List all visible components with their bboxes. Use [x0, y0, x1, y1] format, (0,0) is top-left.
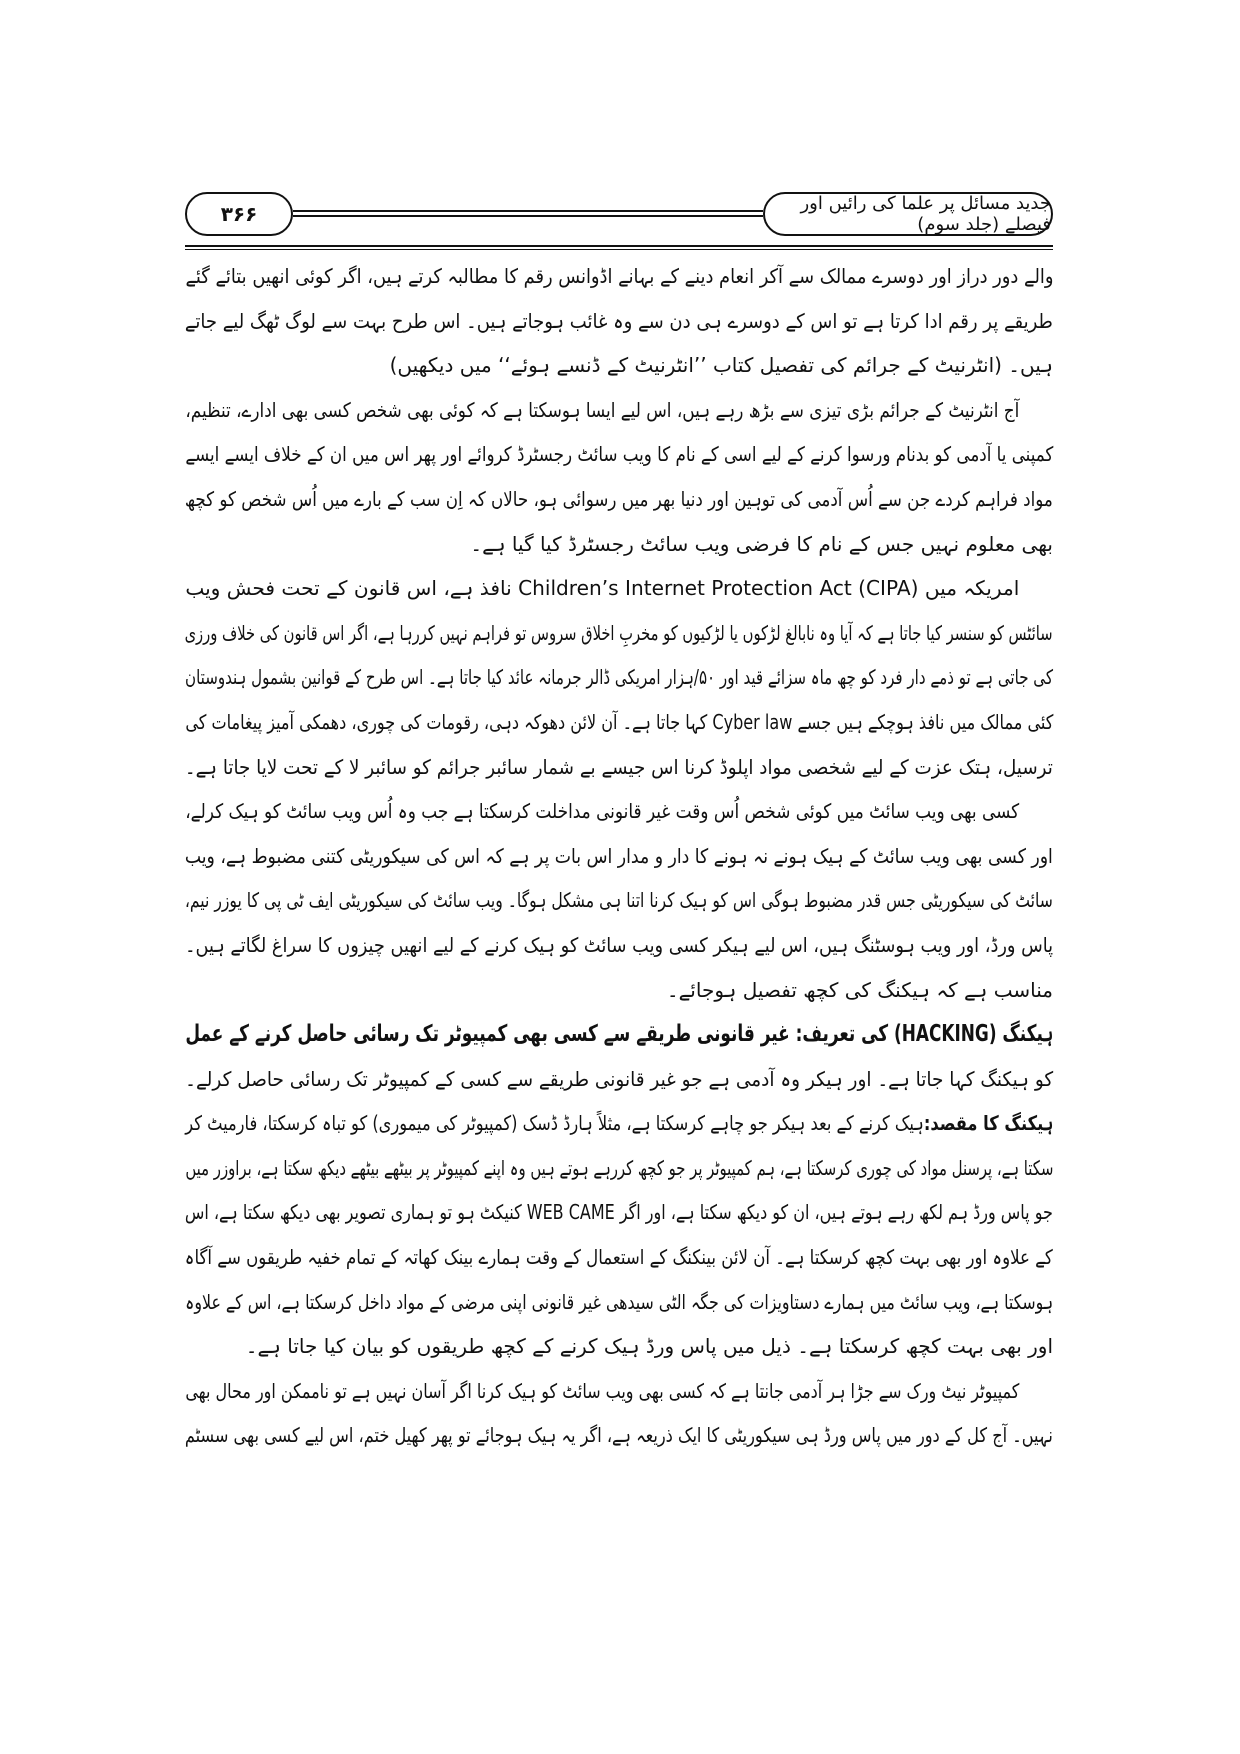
- text-line: [185, 1235, 1053, 1280]
- text-line: [185, 299, 1053, 344]
- line-text: پاس ورڈ، اور ویب ہوسٹنگ ہیں، اس لیے ہیکر کسی ویب سائٹ کو ہیک کرنے کے لیے انھیں چیزوں کا سراغ لگاتے ہیں۔: [185, 932, 1053, 957]
- line-text: اور کسی بھی ویب سائٹ کے ہیک ہونے نہ ہونے کا دار و مدار اس بات پر ہے کہ اس کی سیکوریٹی کتنی مضبوط ہے، ویب: [185, 843, 1053, 868]
- text-line: [185, 655, 1053, 700]
- line-content: [185, 1369, 1019, 1414]
- line-text: کسی بھی ویب سائٹ میں کوئی شخص اُس وقت غیر قانونی مداخلت کرسکتا ہے جب وہ اُس ویب سائٹ کو ہیک کرلے،: [185, 799, 1019, 824]
- line-text: طریقے پر رقم ادا کرتا ہے تو اس کے دوسرے ہی دن سے وہ غائب ہوجاتے ہیں۔ اس طرح بہت سے لوگ ٹھگ لیے جاتے: [185, 308, 1053, 333]
- line-content: [185, 1235, 1053, 1280]
- section-heading-line: [185, 1012, 1053, 1057]
- line-text: کو ہیکنگ کہا جاتا ہے۔ اور ہیکر وہ آدمی ہے جو غیر قانونی طریقے سے کسی کے کمپیوٹر تک رسائی حاصل کرلے۔: [185, 1066, 1053, 1091]
- line-content: [185, 745, 1053, 790]
- line-text: بھی معلوم نہیں جس کے نام کا فرضی ویب سائٹ رجسٹرڈ کیا گیا ہے۔: [470, 531, 1053, 556]
- line-content: [185, 432, 1053, 477]
- line-text: کی جاتی ہے تو ذمے دار فرد کو چھ ماہ سزائے قید اور ۵۰/ہزار امریکی ڈالر جرمانہ عائد کیا جاتا ہے۔ اس طرح کے قوانین بشمول ہندوستان: [185, 665, 1053, 690]
- text-line: [185, 1190, 1053, 1235]
- header-rule: [185, 245, 1053, 250]
- text-line: [185, 1369, 1053, 1414]
- book-title: جدید مسائل پر علما کی رائیں اور فیصلے (جلد سوم): [800, 193, 1051, 235]
- text-line: [185, 1057, 1053, 1102]
- line-content: [185, 1012, 1053, 1057]
- line-text: جو پاس ورڈ ہم لکھ رہے ہوتے ہیں، ان کو دیکھ سکتا ہے، اور اگر WEB CAME کنیکٹ ہو تو ہماری تصویر بھی دیکھ سکتا ہے، اس: [185, 1200, 1053, 1225]
- text-line: [185, 789, 1053, 834]
- line-text: سائٹس کو سنسر کیا جاتا ہے کہ آیا وہ نابالغ لڑکوں یا لڑکیوں کو مخربِ اخلاق سروس تو فراہم نہیں کررہا ہے، اگر اس قانون کی خلاف ورزی: [185, 620, 1053, 645]
- text-line: [185, 611, 1053, 656]
- text-line: [185, 923, 1053, 968]
- bold-lead-term: ہیکنگ (HACKING) کی تعریف:: [795, 1021, 1053, 1048]
- line-text: کمپنی یا آدمی کو بدنام ورسوا کرنے کے لیے اسی کے نام کا ویب سائٹ رجسٹرڈ کروائے اور پھر اس میں ان کے خلاف ایسے ایسے: [185, 442, 1053, 467]
- line-text: امریکہ میں Children’s Internet Protection Act (CIPA) نافذ ہے، اس قانون کے تحت فحش ویب: [185, 576, 1019, 601]
- line-content: [185, 254, 1053, 299]
- line-text: ترسیل، ہتک عزت کے لیے شخصی مواد اپلوڈ کرنا اس جیسے بے شمار سائبر جرائم کو سائبر لا کے تحت لایا جاتا ہے۔: [185, 754, 1053, 779]
- header-divider: [293, 210, 763, 217]
- text-line: [185, 834, 1053, 879]
- line-text: نہیں۔ آج کل کے دور میں پاس ورڈ ہی سیکوریٹی کا ایک ذریعہ ہے، اگر یہ ہیک ہوجائے تو پھر کھیل ختم، اس لیے کسی بھی سسٹم: [185, 1423, 1053, 1448]
- line-content: [185, 1146, 1053, 1191]
- text-line: [185, 968, 1053, 1013]
- line-content: [185, 878, 1053, 923]
- text-line: [185, 343, 1053, 388]
- line-content: [390, 343, 1053, 388]
- line-text: مواد فراہم کردے جن سے اُس آدمی کی توہین اور دنیا بھر میں رسوائی ہو، حالاں کہ اِن سب کے بارے میں اُس شخص کو کچھ: [185, 486, 1053, 511]
- line-content: [185, 655, 1053, 700]
- line-content: [667, 968, 1053, 1013]
- text-line: [185, 566, 1053, 611]
- line-content: [185, 1101, 1053, 1146]
- line-content: [185, 1413, 1053, 1458]
- text-line: [185, 432, 1053, 477]
- line-text: ہوسکتا ہے، ویب سائٹ میں ہمارے دستاویزات کی جگہ الٹی سیدھی غیر قانونی اپنی مرضی کے مواد داخل کرسکتا ہے، اس کے علاوہ: [185, 1289, 1053, 1314]
- line-text: والے دور دراز اور دوسرے ممالک سے آکر انعام دینے کے بہانے اڈوانس رقم کا مطالبہ کرتے ہیں، اگر کوئی انھیں بتائے گئے: [185, 264, 1053, 288]
- line-text: غیر قانونی طریقے سے کسی بھی کمپیوٹر تک رسائی حاصل کرنے کے عمل: [185, 1021, 796, 1048]
- text-line: [185, 1146, 1053, 1191]
- text-line: [185, 522, 1053, 567]
- line-content: [246, 1324, 1053, 1369]
- text-line: [185, 254, 1053, 299]
- line-content: [185, 611, 1053, 656]
- text-line: [185, 878, 1053, 923]
- page-number: ۳۶۶: [220, 202, 258, 226]
- line-content: [185, 789, 1019, 834]
- line-content: [185, 388, 1019, 433]
- line-text: ہیک کرنے کے بعد ہیکر جو چاہے کرسکتا ہے، مثلاً ہارڈ ڈسک (کمپیوٹر کی میموری) کو تباہ کرسکتا، فارمیٹ کر: [185, 1111, 924, 1136]
- text-line: [185, 388, 1053, 433]
- text-line: [185, 1101, 1053, 1146]
- text-line: [185, 1413, 1053, 1458]
- text-line: [185, 745, 1053, 790]
- line-text: سائٹ کی سیکوریٹی جس قدر مضبوط ہوگی اس کو ہیک کرنا اتنا ہی مشکل ہوگا۔ ویب سائٹ کی سیکوریٹی ایف ٹی پی کا یوزر نیم،: [185, 888, 1053, 913]
- line-text: اور بھی بہت کچھ کرسکتا ہے۔ ذیل میں پاس ورڈ ہیک کرنے کے کچھ طریقوں کو بیان کیا جاتا ہے۔: [245, 1334, 1053, 1359]
- line-text: مناسب ہے کہ ہیکنگ کی کچھ تفصیل ہوجائے۔: [666, 977, 1053, 1002]
- text-line: [185, 477, 1053, 522]
- text-line: [185, 1280, 1053, 1325]
- line-text: کے علاوہ اور بھی بہت کچھ کرسکتا ہے۔ آن لائن بینکنگ کے استعمال کے وقت ہمارے بینک کھاتہ کے تمام خفیہ طریقوں سے آگاہ: [185, 1245, 1053, 1270]
- line-content: [185, 1280, 1053, 1325]
- line-content: [185, 700, 1053, 745]
- line-text: سکتا ہے، پرسنل مواد کی چوری کرسکتا ہے، ہم کمپیوٹر پر جو کچھ کررہے ہوتے ہیں وہ اپنے کمپیوٹر پر بیٹھے بیٹھے دیکھ سکتا ہے، براوزر میں: [185, 1155, 1053, 1180]
- page-body: [185, 254, 1053, 1458]
- book-title-box: [763, 192, 1053, 236]
- line-content: [185, 299, 1053, 344]
- text-line: [185, 1324, 1053, 1369]
- line-content: [185, 1057, 1053, 1102]
- page-number-box: [185, 192, 293, 236]
- line-text: کمپیوٹر نیٹ ورک سے جڑا ہر آدمی جانتا ہے کہ کسی بھی ویب سائٹ کو ہیک کرنا اگر آسان نہیں ہے تو ناممکن اور محال بھی: [185, 1378, 1019, 1403]
- running-header: [185, 192, 1053, 240]
- line-text: ہیں۔ (انٹرنیٹ کے جرائم کی تفصیل کتاب ’’انٹرنیٹ کے ڈنسے ہوئے‘‘ میں دیکھیں): [389, 353, 1053, 378]
- line-text: آج انٹرنیٹ کے جرائم بڑی تیزی سے بڑھ رہے ہیں، اس لیے ایسا ہوسکتا ہے کہ کوئی بھی شخص کسی بھی ادارے، تنظیم،: [185, 397, 1019, 422]
- bold-lead-term: ہیکنگ کا مقصد:: [923, 1111, 1053, 1136]
- line-text: کئی ممالک میں نافذ ہوچکے ہیں جسے Cyber law کہا جاتا ہے۔ آن لائن دھوکہ دہی، رقومات کی چوری، دھمکی آمیز پیغامات کی: [185, 709, 1053, 734]
- line-content: [470, 522, 1053, 567]
- text-line: [185, 700, 1053, 745]
- line-content: [185, 566, 1019, 611]
- line-content: [185, 834, 1053, 879]
- line-content: [185, 923, 1053, 968]
- line-content: [185, 477, 1053, 522]
- line-content: [185, 1190, 1053, 1235]
